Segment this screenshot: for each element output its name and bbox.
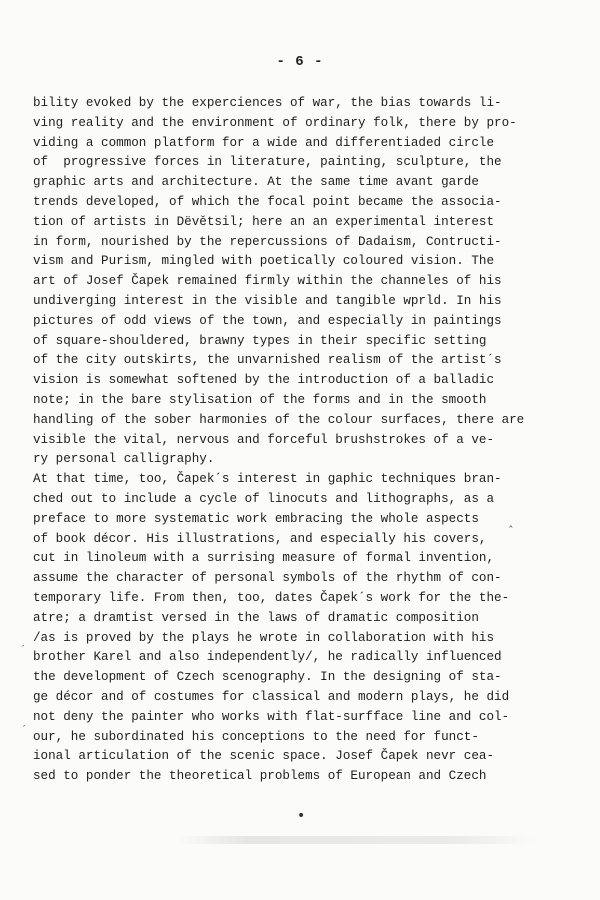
text-line: ional articulation of the scenic space. Josef Čapek nevr cea- bbox=[33, 749, 495, 764]
text-line: handling of the sober harmonies of the colour surfaces, there are bbox=[33, 412, 525, 427]
text-line: bility evoked by the experciences of war, the bias towards li- bbox=[33, 96, 502, 110]
text-line: pictures of odd views of the town, and especially in paintings bbox=[33, 313, 502, 328]
text-line: temporary life. From then, too, dates Čapek´s work for the the- bbox=[33, 590, 510, 605]
text-line: viding a common platform for a wide and differentiaded circle bbox=[33, 135, 495, 150]
text-line: preface to more systematic work embracing the whole aspects bbox=[33, 511, 479, 526]
text-line: assume the character of personal symbols of the rhythm of con- bbox=[33, 571, 502, 586]
text-line: note; in the bare stylisation of the forms and in the smooth bbox=[33, 392, 487, 407]
footer-dot: • bbox=[297, 808, 306, 824]
text-line: sed to ponder the theoretical problems of European and Czech bbox=[33, 769, 487, 784]
text-line: undiverging interest in the visible and tangible wprld. In his bbox=[33, 293, 502, 308]
body-text bbox=[33, 94, 573, 787]
text-line: our, he subordinated his conceptions to the need for funct- bbox=[33, 729, 479, 744]
text-line: not deny the painter who works with flat-surfface line and col- bbox=[33, 709, 510, 724]
text-line: /as is proved by the plays he wrote in collaboration with his bbox=[33, 630, 495, 645]
text-line: of square-shouldered, brawny types in their specific setting bbox=[33, 333, 487, 348]
text-line: vism and Purism, mingled with poetically coloured vision. The bbox=[33, 254, 495, 269]
text-line: ge décor and of costumes for classical and modern plays, he did bbox=[33, 689, 510, 704]
text-line: trends developed, of which the focal point became the associa- bbox=[33, 194, 502, 209]
text-line: At that time, too, Čapek´s interest in gaphic techniques bran- bbox=[33, 472, 502, 487]
text-line: vision is somewhat softened by the introduction of a balladic bbox=[33, 373, 495, 388]
text-line: of book décor. His illustrations, and especially his covers, bbox=[33, 531, 487, 546]
text-line: ched out to include a cycle of linocuts and lithographs, as a bbox=[33, 491, 495, 506]
text-line: tion of artists in Dëvětsil; here an an experimental interest bbox=[33, 214, 495, 229]
text-line: ving reality and the environment of ordinary folk, there by pro- bbox=[33, 115, 517, 130]
text-line: visible the vital, nervous and forceful brushstrokes of a ve- bbox=[33, 432, 495, 447]
bleed-through-text bbox=[175, 836, 535, 844]
text-line: of the city outskirts, the unvarnished realism of the artist´s bbox=[33, 353, 502, 368]
text-line: art of Josef Čapek remained firmly within the channeles of his bbox=[33, 274, 502, 289]
text-line: in form, nourished by the repercussions of Dadaism, Contructi- bbox=[33, 234, 502, 249]
text-line: atre; a dramtist versed in the laws of dramatic composition bbox=[33, 610, 479, 625]
text-line: cut in linoleum with a surrising measure of formal invention, bbox=[33, 551, 495, 566]
text-line: of progressive forces in literature, painting, sculpture, the bbox=[33, 155, 502, 170]
page-number: - 6 - bbox=[276, 54, 324, 70]
text-line: the development of Czech scenography. In the designing of sta- bbox=[33, 670, 502, 685]
margin-tick-mark: ′ bbox=[23, 724, 26, 735]
margin-tick-mark: ‸ bbox=[509, 515, 513, 528]
text-line: graphic arts and architecture. At the same time avant garde bbox=[33, 175, 479, 190]
text-line: brother Karel and also independently/, he radically influenced bbox=[33, 650, 502, 665]
margin-tick-mark: ′ bbox=[22, 644, 25, 655]
text-line: ry personal calligraphy. bbox=[33, 452, 215, 467]
